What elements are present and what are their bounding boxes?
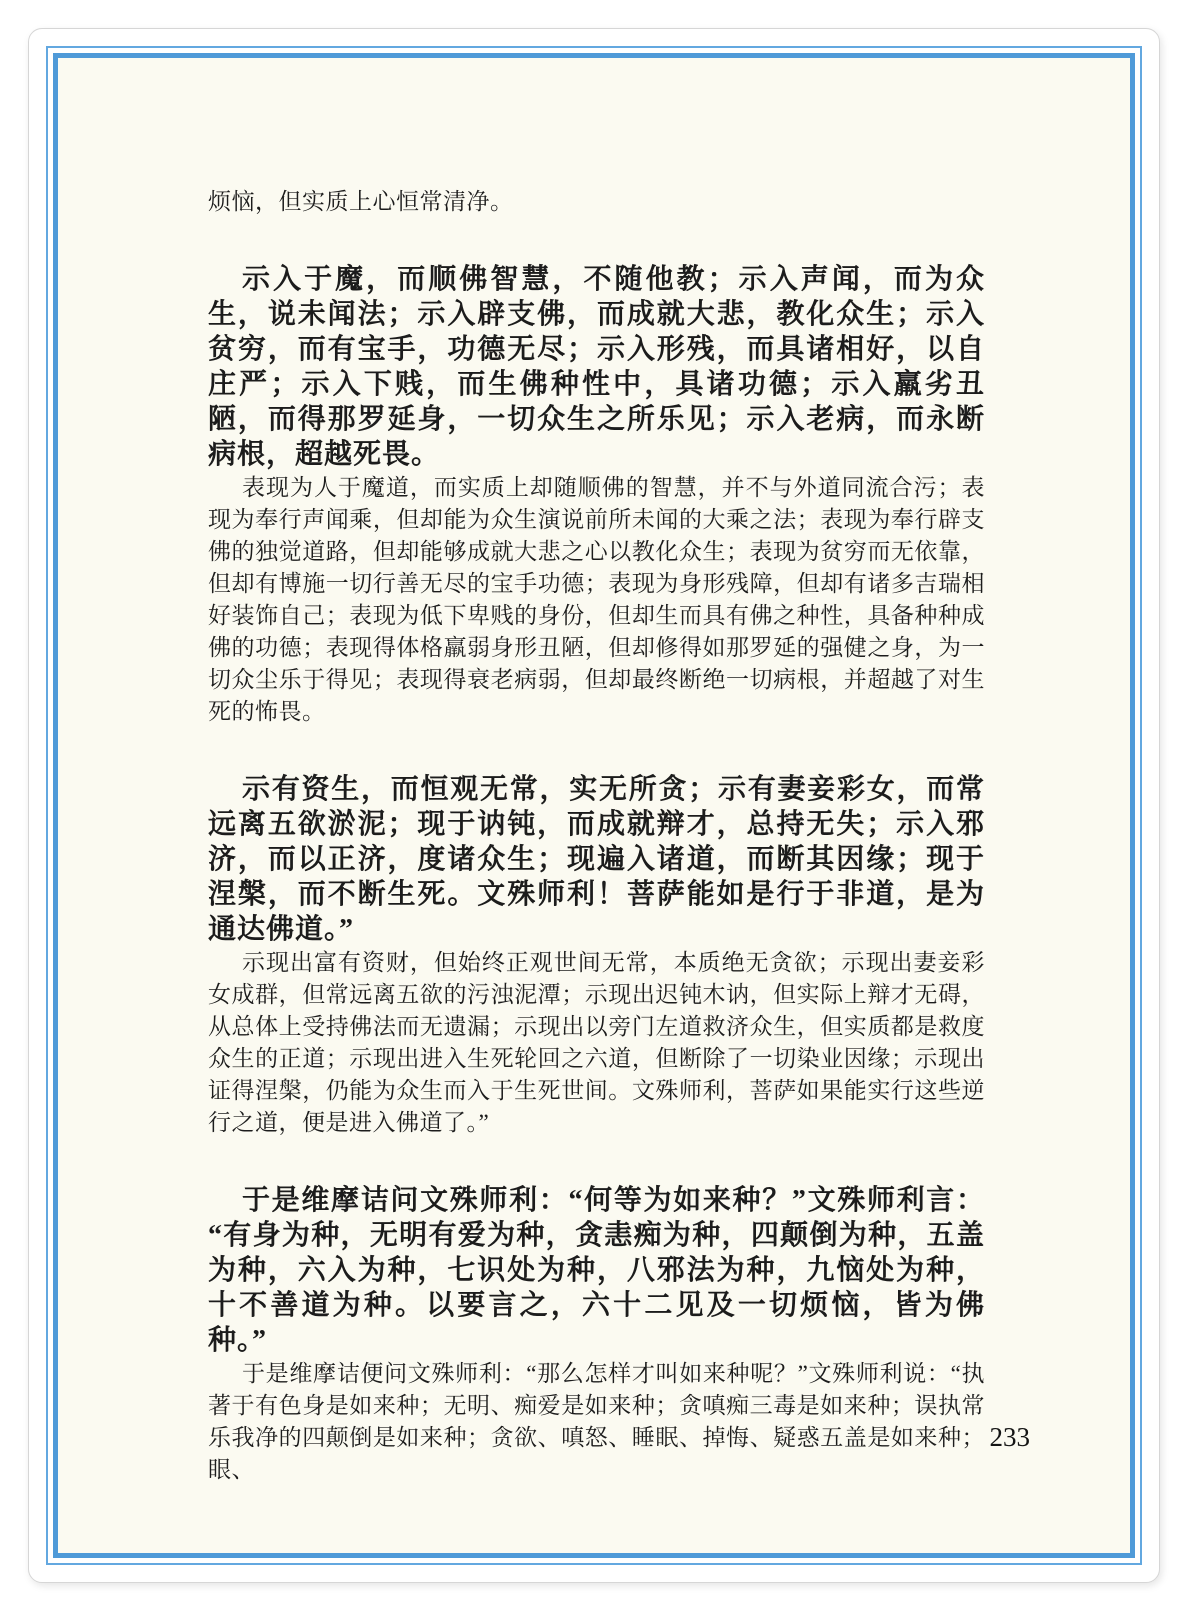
decorative-frame-outer [46, 46, 1142, 1565]
page-card [28, 28, 1160, 1583]
sutra-paragraph-3: 于是维摩诘问文殊师利：“何等为如来种？”文殊师利言：“有身为种，无明有爱为种，贪恚痴为种，四颠倒为种，五盖为种，六入为种，七识处为种，八邪法为种，九恼处为种，十不善道为种。以要言之，六十二见及一切烦恼，皆为佛种。” [208, 1185, 985, 1356]
text-column [208, 186, 985, 1486]
commentary-paragraph-1: 表现为人于魔道，而实质上却随顺佛的智慧，并不与外道同流合污；表现为奉行声闻乘，但却能为众生演说前所未闻的大乘之法；表现为奉行辟支佛的独觉道路，但却能够成就大悲之心以教化众生；表现为贫穷而无依靠，但却有博施一切行善无尽的宝手功德；表现为身形残障，但却有诸多吉瑞相好装饰自己；表现为低下卑贱的身份，但却生而具有佛之种性，具备种种成佛的功德；表现得体格羸弱身形丑陋，但却修得如那罗延的强健之身，为一切众尘乐于得见；表现得衰老病弱，但却最终断绝一切病根，并超越了对生死的怖畏。 [208, 475, 985, 724]
sutra-paragraph-1: 示入于魔，而顺佛智慧，不随他教；示入声闻，而为众生，说未闻法；示入辟支佛，而成就大悲，教化众生；示入贫穷，而有宝手，功德无尽；示入形残，而具诸相好，以自庄严；示入下贱，而生佛种性中，具诸功德；示入羸劣丑陋，而得那罗延身，一切众生之所乐见；示入老病，而永断病根，超越死畏。 [208, 264, 985, 470]
commentary-continuation-paragraph: 烦恼，但实质上心恒常清净。 [208, 189, 514, 214]
commentary-paragraph-2: 示现出富有资财，但始终正观世间无常，本质绝无贪欲；示现出妻妾彩女成群，但常远离五欲的污浊泥潭；示现出迟钝木讷，但实际上辩才无碍，从总体上受持佛法而无遗漏；示现出以旁门左道救济众生，但实质都是救度众生的正道；示现出进入生死轮回之六道，但断除了一切染业因缘；示现出证得涅槃，仍能为众生而入于生死世间。文殊师利，菩萨如果能实行这些逆行之道，便是进入佛道了。” [208, 950, 985, 1135]
decorative-frame-inner [53, 53, 1135, 1558]
page-number: 233 [989, 1422, 1030, 1452]
commentary-paragraph-3: 于是维摩诘便问文殊师利：“那么怎样才叫如来种呢？”文殊师利说：“执著于有色身是如来种；无明、痴爱是如来种；贪嗔痴三毒是如来种；误执常乐我净的四颠倒是如来种；贪欲、嗔怒、睡眠、掉悔、疑惑五盖是如来种；眼、 [208, 1361, 985, 1482]
sutra-paragraph-2: 示有资生，而恒观无常，实无所贪；示有妻妾彩女，而常远离五欲淤泥；现于讷钝，而成就辩才，总持无失；示入邪济，而以正济，度诸众生；现遍入诸道，而断其因缘；现于涅槃，而不断生死。文殊师利！菩萨能如是行于非道，是为通达佛道。” [208, 774, 985, 945]
